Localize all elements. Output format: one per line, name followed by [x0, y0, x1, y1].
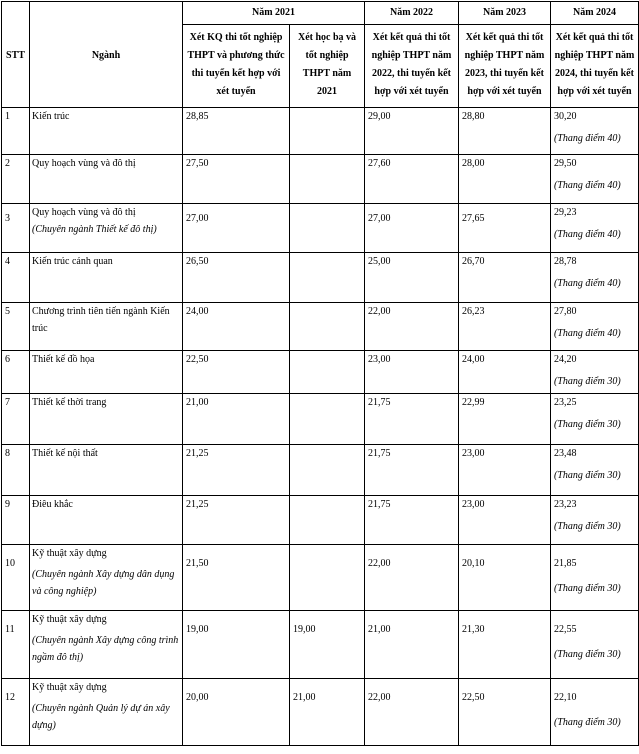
cell-2021-exam: 26,50 [183, 253, 290, 303]
table-row [2, 351, 639, 394]
major-specialization: (Chuyên ngành Thiết kế đô thị) [32, 224, 157, 235]
header-2024-exam: Xét kết quả thi tốt nghiệp THPT năm 2024, thi tuyển kết hợp với xét tuyển [551, 25, 639, 108]
header-2023-exam: Xét kết quả thi tốt nghiệp THPT năm 2023, thi tuyển kết hợp với xét tuyển [459, 25, 551, 108]
cell-nganh [30, 108, 183, 155]
table-row [2, 303, 639, 351]
cell-2021-exam: 21,25 [183, 496, 290, 545]
cell-2021-exam: 22,50 [183, 351, 290, 394]
cell-2021-transcript [290, 253, 365, 303]
cell-2023: 27,65 [459, 204, 551, 253]
cell-nganh [30, 155, 183, 204]
score-2024: 22,55 [554, 624, 577, 635]
cell-stt: 7 [2, 394, 30, 445]
table-row [2, 108, 639, 155]
score-2024: 24,20 [554, 354, 577, 365]
cell-2021-transcript [290, 545, 365, 611]
cell-2023: 26,23 [459, 303, 551, 351]
cell-2021-exam: 19,00 [183, 611, 290, 679]
admission-score-table [1, 1, 639, 746]
table-row [2, 611, 639, 679]
cell-2023: 28,80 [459, 108, 551, 155]
cell-2021-transcript [290, 155, 365, 204]
cell-2023: 23,00 [459, 445, 551, 496]
table-row [2, 679, 639, 746]
cell-2022: 27,60 [365, 155, 459, 204]
score-2024: 30,20 [554, 111, 577, 122]
header-year-2022: Năm 2022 [365, 2, 459, 25]
major-name: Thiết kế đồ họa [32, 354, 95, 365]
cell-2022: 25,00 [365, 253, 459, 303]
cell-2024 [551, 496, 639, 545]
score-2024: 23,23 [554, 499, 577, 510]
cell-2022: 21,00 [365, 611, 459, 679]
cell-stt: 10 [2, 545, 30, 611]
cell-nganh [30, 611, 183, 679]
score-scale: (Thang điểm 30) [554, 717, 621, 728]
major-specialization: (Chuyên ngành Xây dựng công trình ngầm đô thị) [32, 635, 179, 663]
major-name: Thiết kế thời trang [32, 397, 107, 408]
cell-nganh [30, 351, 183, 394]
major-name: Điêu khắc [32, 499, 73, 510]
cell-nganh [30, 679, 183, 746]
cell-stt: 11 [2, 611, 30, 679]
cell-2022: 23,00 [365, 351, 459, 394]
cell-2022: 29,00 [365, 108, 459, 155]
cell-2021-transcript: 19,00 [290, 611, 365, 679]
cell-nganh [30, 445, 183, 496]
major-name: Quy hoạch vùng và đô thị [32, 158, 136, 169]
cell-2024 [551, 204, 639, 253]
score-2024: 29,50 [554, 158, 577, 169]
cell-2024 [551, 351, 639, 394]
cell-2024 [551, 108, 639, 155]
table-row [2, 445, 639, 496]
score-2024: 23,25 [554, 397, 577, 408]
cell-2021-transcript [290, 496, 365, 545]
table-row [2, 155, 639, 204]
score-2024: 29,23 [554, 207, 577, 218]
cell-2021-exam: 27,00 [183, 204, 290, 253]
score-scale: (Thang điểm 40) [554, 328, 621, 339]
cell-2023: 26,70 [459, 253, 551, 303]
cell-stt: 5 [2, 303, 30, 351]
cell-2024 [551, 445, 639, 496]
cell-stt: 9 [2, 496, 30, 545]
header-row-years [2, 2, 639, 25]
cell-stt: 2 [2, 155, 30, 204]
header-year-2023: Năm 2023 [459, 2, 551, 25]
score-scale: (Thang điểm 30) [554, 649, 621, 660]
header-year-2021: Năm 2021 [183, 2, 365, 25]
table-row [2, 545, 639, 611]
cell-2022: 27,00 [365, 204, 459, 253]
cell-nganh [30, 496, 183, 545]
score-2024: 28,78 [554, 256, 577, 267]
header-2022-exam: Xét kết quả thi tốt nghiệp THPT năm 2022, thi tuyển kết hợp với xét tuyển [365, 25, 459, 108]
header-2021-transcript: Xét học bạ và tốt nghiệp THPT năm 2021 [290, 25, 365, 108]
major-name: Kiến trúc cảnh quan [32, 256, 113, 267]
cell-2021-exam: 24,00 [183, 303, 290, 351]
cell-2022: 22,00 [365, 303, 459, 351]
cell-2021-exam: 27,50 [183, 155, 290, 204]
cell-2021-transcript [290, 108, 365, 155]
cell-2023: 24,00 [459, 351, 551, 394]
cell-2021-transcript [290, 351, 365, 394]
score-2024: 27,80 [554, 306, 577, 317]
major-name: Kỹ thuật xây dựng [32, 548, 107, 559]
header-stt: STT [2, 2, 30, 108]
cell-2023: 22,50 [459, 679, 551, 746]
header-nganh: Ngành [30, 2, 183, 108]
cell-2021-transcript [290, 445, 365, 496]
table-row [2, 204, 639, 253]
cell-2024 [551, 545, 639, 611]
cell-2021-exam: 28,85 [183, 108, 290, 155]
cell-nganh [30, 545, 183, 611]
table-row [2, 394, 639, 445]
cell-2022: 21,75 [365, 394, 459, 445]
table-row [2, 496, 639, 545]
major-name: Kỹ thuật xây dựng [32, 614, 107, 625]
cell-2024 [551, 303, 639, 351]
table-row [2, 253, 639, 303]
cell-stt: 12 [2, 679, 30, 746]
cell-2023: 20,10 [459, 545, 551, 611]
cell-2024 [551, 611, 639, 679]
major-specialization: (Chuyên ngành Quản lý dự án xây dựng) [32, 703, 170, 731]
score-scale: (Thang điểm 30) [554, 419, 621, 430]
major-name: Thiết kế nội thất [32, 448, 98, 459]
cell-2021-transcript [290, 204, 365, 253]
major-specialization: (Chuyên ngành Xây dựng dân dụng và công nghiệp) [32, 569, 175, 597]
cell-nganh [30, 253, 183, 303]
cell-stt: 8 [2, 445, 30, 496]
score-scale: (Thang điểm 30) [554, 470, 621, 481]
score-scale: (Thang điểm 30) [554, 376, 621, 387]
cell-2021-exam: 21,00 [183, 394, 290, 445]
major-name: Kỹ thuật xây dựng [32, 682, 107, 693]
score-2024: 22,10 [554, 692, 577, 703]
cell-2022: 21,75 [365, 496, 459, 545]
cell-2024 [551, 155, 639, 204]
cell-2024 [551, 394, 639, 445]
cell-2022: 22,00 [365, 545, 459, 611]
cell-stt: 3 [2, 204, 30, 253]
score-scale: (Thang điểm 30) [554, 521, 621, 532]
major-name: Quy hoạch vùng và đô thị [32, 207, 136, 218]
cell-stt: 4 [2, 253, 30, 303]
header-2021-exam: Xét KQ thi tốt nghiệp THPT và phương thức thi tuyển kết hợp với xét tuyển [183, 25, 290, 108]
cell-2023: 23,00 [459, 496, 551, 545]
table-body [2, 108, 639, 746]
cell-nganh [30, 394, 183, 445]
cell-2024 [551, 679, 639, 746]
cell-2021-exam: 20,00 [183, 679, 290, 746]
major-name: Chương trình tiên tiến ngành Kiến trúc [32, 306, 170, 334]
cell-stt: 6 [2, 351, 30, 394]
cell-nganh [30, 303, 183, 351]
cell-2021-exam: 21,25 [183, 445, 290, 496]
cell-2023: 21,30 [459, 611, 551, 679]
cell-2024 [551, 253, 639, 303]
cell-nganh [30, 204, 183, 253]
cell-2023: 28,00 [459, 155, 551, 204]
major-name: Kiến trúc [32, 111, 70, 122]
cell-2021-transcript: 21,00 [290, 679, 365, 746]
score-scale: (Thang điểm 40) [554, 278, 621, 289]
score-scale: (Thang điểm 40) [554, 229, 621, 240]
cell-2022: 22,00 [365, 679, 459, 746]
header-year-2024: Năm 2024 [551, 2, 639, 25]
score-2024: 23,48 [554, 448, 577, 459]
cell-stt: 1 [2, 108, 30, 155]
cell-2021-transcript [290, 394, 365, 445]
cell-2021-exam: 21,50 [183, 545, 290, 611]
cell-2022: 21,75 [365, 445, 459, 496]
score-scale: (Thang điểm 40) [554, 180, 621, 191]
score-scale: (Thang điểm 30) [554, 583, 621, 594]
cell-2023: 22,99 [459, 394, 551, 445]
score-scale: (Thang điểm 40) [554, 133, 621, 144]
cell-2021-transcript [290, 303, 365, 351]
score-2024: 21,85 [554, 558, 577, 569]
